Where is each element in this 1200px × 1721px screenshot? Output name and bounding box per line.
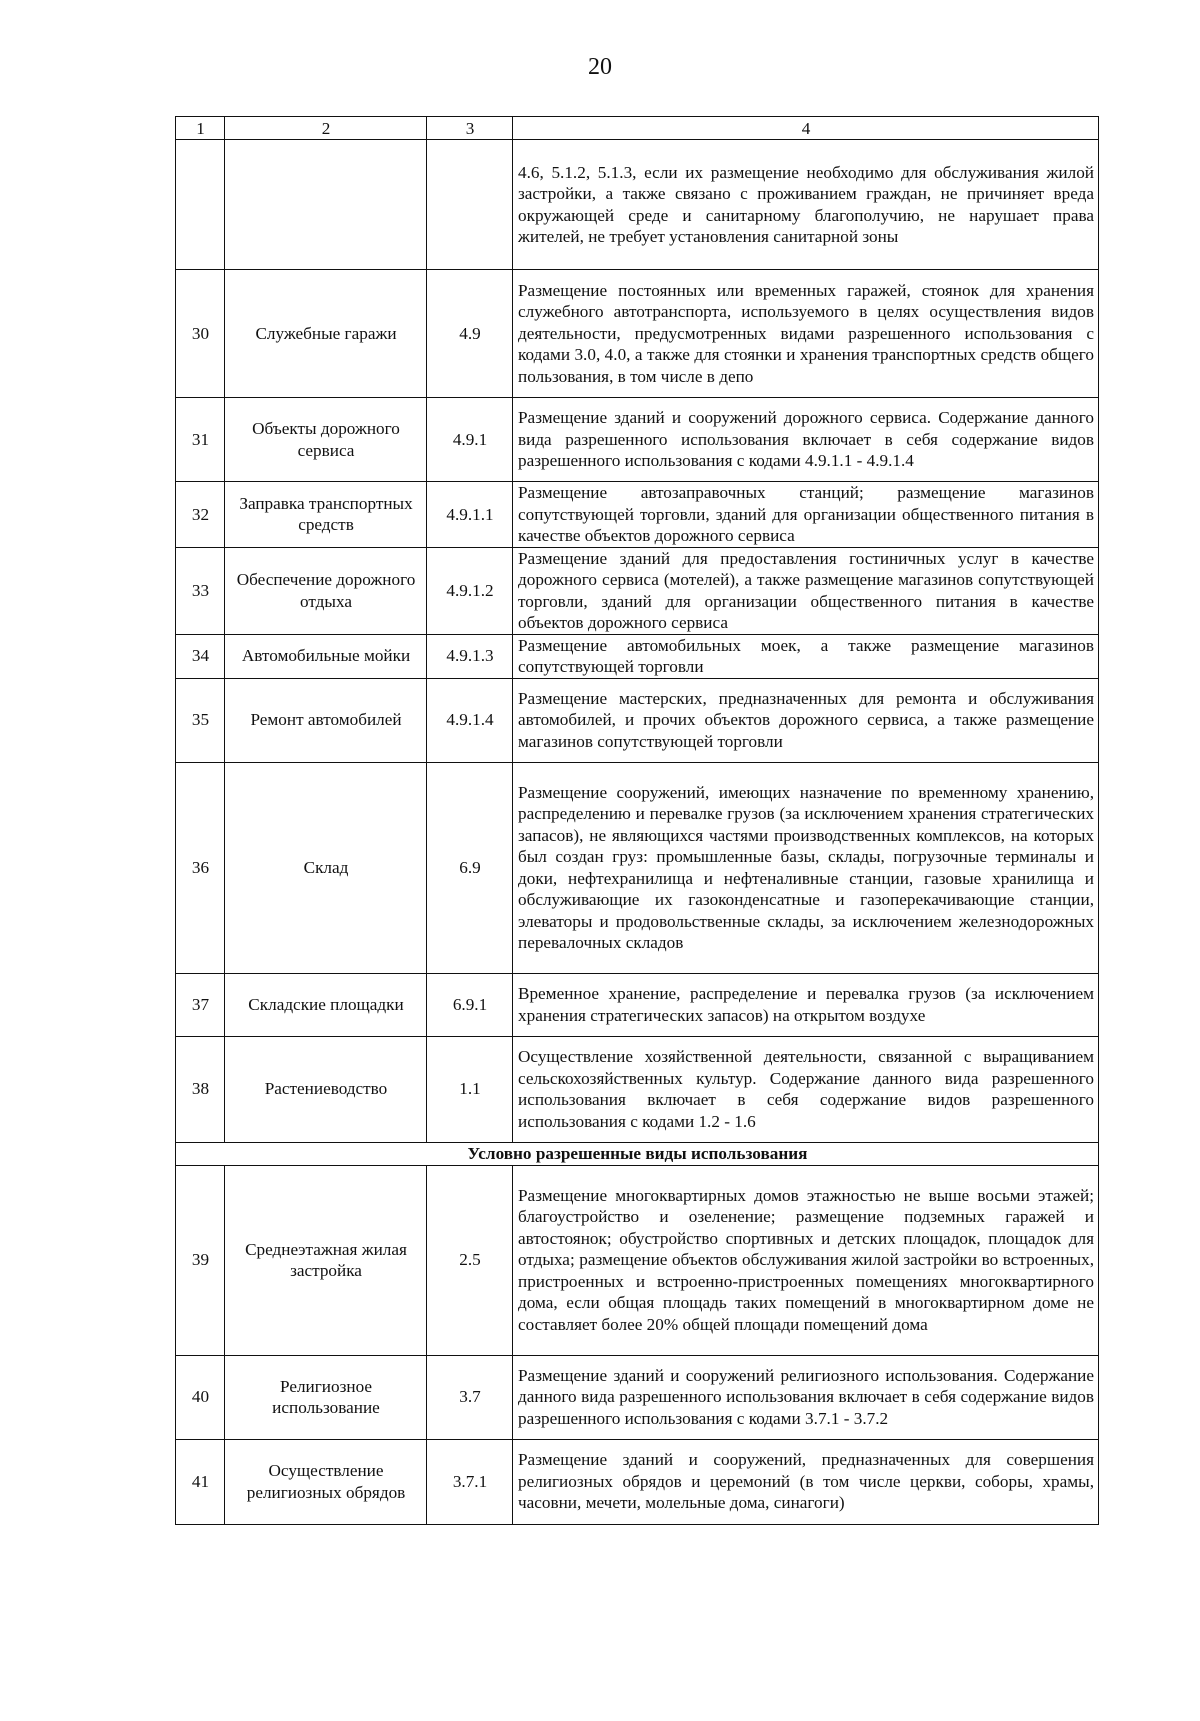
use-description: Размещение зданий и сооружений религиозного использования. Содержание данного вида разрешенного использования включает в себя содержание видов разрешенного использования с кодами 3.7.1 - 3.7.2 (513, 1355, 1099, 1439)
use-name: Обеспечение дорожного отдыха (225, 547, 427, 634)
row-number: 33 (176, 547, 225, 634)
table-row (176, 1355, 1099, 1439)
row-number: 34 (176, 634, 225, 678)
use-name: Склад (225, 762, 427, 973)
use-code: 4.9.1.4 (427, 678, 513, 762)
use-code: 6.9.1 (427, 973, 513, 1036)
column-header: 1 (176, 117, 225, 140)
use-name (225, 140, 427, 270)
column-header: 3 (427, 117, 513, 140)
use-description: Размещение зданий и сооружений дорожного сервиса. Содержание данного вида разрешенного использования включает в себя содержание видов разрешенного использования с кодами 4.9.1.1 - 4.9.1.4 (513, 398, 1099, 482)
use-code (427, 140, 513, 270)
table-row (176, 1036, 1099, 1142)
table-row (176, 140, 1099, 270)
table-row (176, 398, 1099, 482)
use-name: Складские площадки (225, 973, 427, 1036)
use-code: 4.9.1 (427, 398, 513, 482)
use-description: Размещение зданий и сооружений, предназначенных для совершения религиозных обрядов и церемоний (в том числе церкви, соборы, храмы, часовни, мечети, молельные дома, синагоги) (513, 1439, 1099, 1524)
row-number (176, 140, 225, 270)
row-number: 39 (176, 1165, 225, 1355)
row-number: 40 (176, 1355, 225, 1439)
table-row (176, 1165, 1099, 1355)
row-number: 35 (176, 678, 225, 762)
use-name: Автомобильные мойки (225, 634, 427, 678)
table-row (176, 973, 1099, 1036)
use-description: Размещение автомобильных моек, а также размещение магазинов сопутствующей торговли (513, 634, 1099, 678)
use-code: 3.7 (427, 1355, 513, 1439)
row-number: 37 (176, 973, 225, 1036)
use-name: Религиозное использование (225, 1355, 427, 1439)
section-title: Условно разрешенные виды использования (176, 1142, 1099, 1165)
use-description: Размещение сооружений, имеющих назначение по временному хранению, распределению и перевалке грузов (за исключением хранения стратегических запасов), не являющихся частями производственных комплексов, на которых был создан груз: промышленные базы, склады, погрузочные терминалы и доки, нефтехранилища и нефтеналивные станции, газовые хранилища и обслуживающие их газоконденсатные и газоперекачивающие станции, элеваторы и продовольственные склады, за исключением железнодорожных перевалочных складов (513, 762, 1099, 973)
use-code: 4.9.1.3 (427, 634, 513, 678)
use-code: 3.7.1 (427, 1439, 513, 1524)
use-code: 2.5 (427, 1165, 513, 1355)
column-header: 4 (513, 117, 1099, 140)
use-description: 4.6, 5.1.2, 5.1.3, если их размещение необходимо для обслуживания жилой застройки, а также связано с проживанием граждан, не причиняет вреда окружающей среде и санитарному благополучию, не нарушает права жителей, не требует установления санитарной зоны (513, 140, 1099, 270)
row-number: 32 (176, 482, 225, 548)
column-header: 2 (225, 117, 427, 140)
use-code: 4.9.1.2 (427, 547, 513, 634)
row-number: 30 (176, 270, 225, 398)
use-description: Размещение автозаправочных станций; размещение магазинов сопутствующей торговли, зданий для организации общественного питания в качестве объектов дорожного сервиса (513, 482, 1099, 548)
use-name: Ремонт автомобилей (225, 678, 427, 762)
use-name: Среднеэтажная жилая застройка (225, 1165, 427, 1355)
use-description: Временное хранение, распределение и перевалка грузов (за исключением хранения стратегических запасов) на открытом воздухе (513, 973, 1099, 1036)
use-name: Растениеводство (225, 1036, 427, 1142)
section-header-row (176, 1142, 1099, 1165)
table-row (176, 547, 1099, 634)
use-description: Размещение постоянных или временных гаражей, стоянок для хранения служебного автотранспорта, используемого в целях осуществления видов деятельности, предусмотренных видами разрешенного использования с кодами 3.0, 4.0, а также для стоянки и хранения транспортных средств общего пользования, в том числе в депо (513, 270, 1099, 398)
row-number: 41 (176, 1439, 225, 1524)
use-code: 4.9.1.1 (427, 482, 513, 548)
row-number: 38 (176, 1036, 225, 1142)
table-row (176, 762, 1099, 973)
use-name: Заправка транспортных средств (225, 482, 427, 548)
use-name: Служебные гаражи (225, 270, 427, 398)
table-row (176, 1439, 1099, 1524)
use-name: Объекты дорожного сервиса (225, 398, 427, 482)
row-number: 31 (176, 398, 225, 482)
use-name: Осуществление религиозных обрядов (225, 1439, 427, 1524)
use-description: Осуществление хозяйственной деятельности, связанной с выращиванием сельскохозяйственных культур. Содержание данного вида разрешенного использования включает в себя содержание видов разрешенного использования с кодами 1.2 - 1.6 (513, 1036, 1099, 1142)
use-code: 4.9 (427, 270, 513, 398)
table-row (176, 270, 1099, 398)
table-row (176, 482, 1099, 548)
row-number: 36 (176, 762, 225, 973)
use-description: Размещение зданий для предоставления гостиничных услуг в качестве дорожного сервиса (мотелей), а также размещение магазинов сопутствующей торговли, зданий для организации общественного питания в качестве объектов дорожного сервиса (513, 547, 1099, 634)
table-row (176, 634, 1099, 678)
land-use-table (175, 116, 1099, 1525)
use-description: Размещение мастерских, предназначенных для ремонта и обслуживания автомобилей, и прочих объектов дорожного сервиса, а также размещение магазинов сопутствующей торговли (513, 678, 1099, 762)
use-description: Размещение многоквартирных домов этажностью не выше восьми этажей; благоустройство и озеленение; размещение подземных гаражей и автостоянок; обустройство спортивных и детских площадок, площадок для отдыха; размещение объектов обслуживания жилой застройки во встроенных, пристроенных и встроенно-пристроенных помещениях многоквартирного дома, если общая площадь таких помещений в многоквартирном доме не составляет более 20% общей площади помещений дома (513, 1165, 1099, 1355)
use-code: 6.9 (427, 762, 513, 973)
page-number: 20 (588, 54, 612, 80)
table-header-row (176, 117, 1099, 140)
table-row (176, 678, 1099, 762)
use-code: 1.1 (427, 1036, 513, 1142)
